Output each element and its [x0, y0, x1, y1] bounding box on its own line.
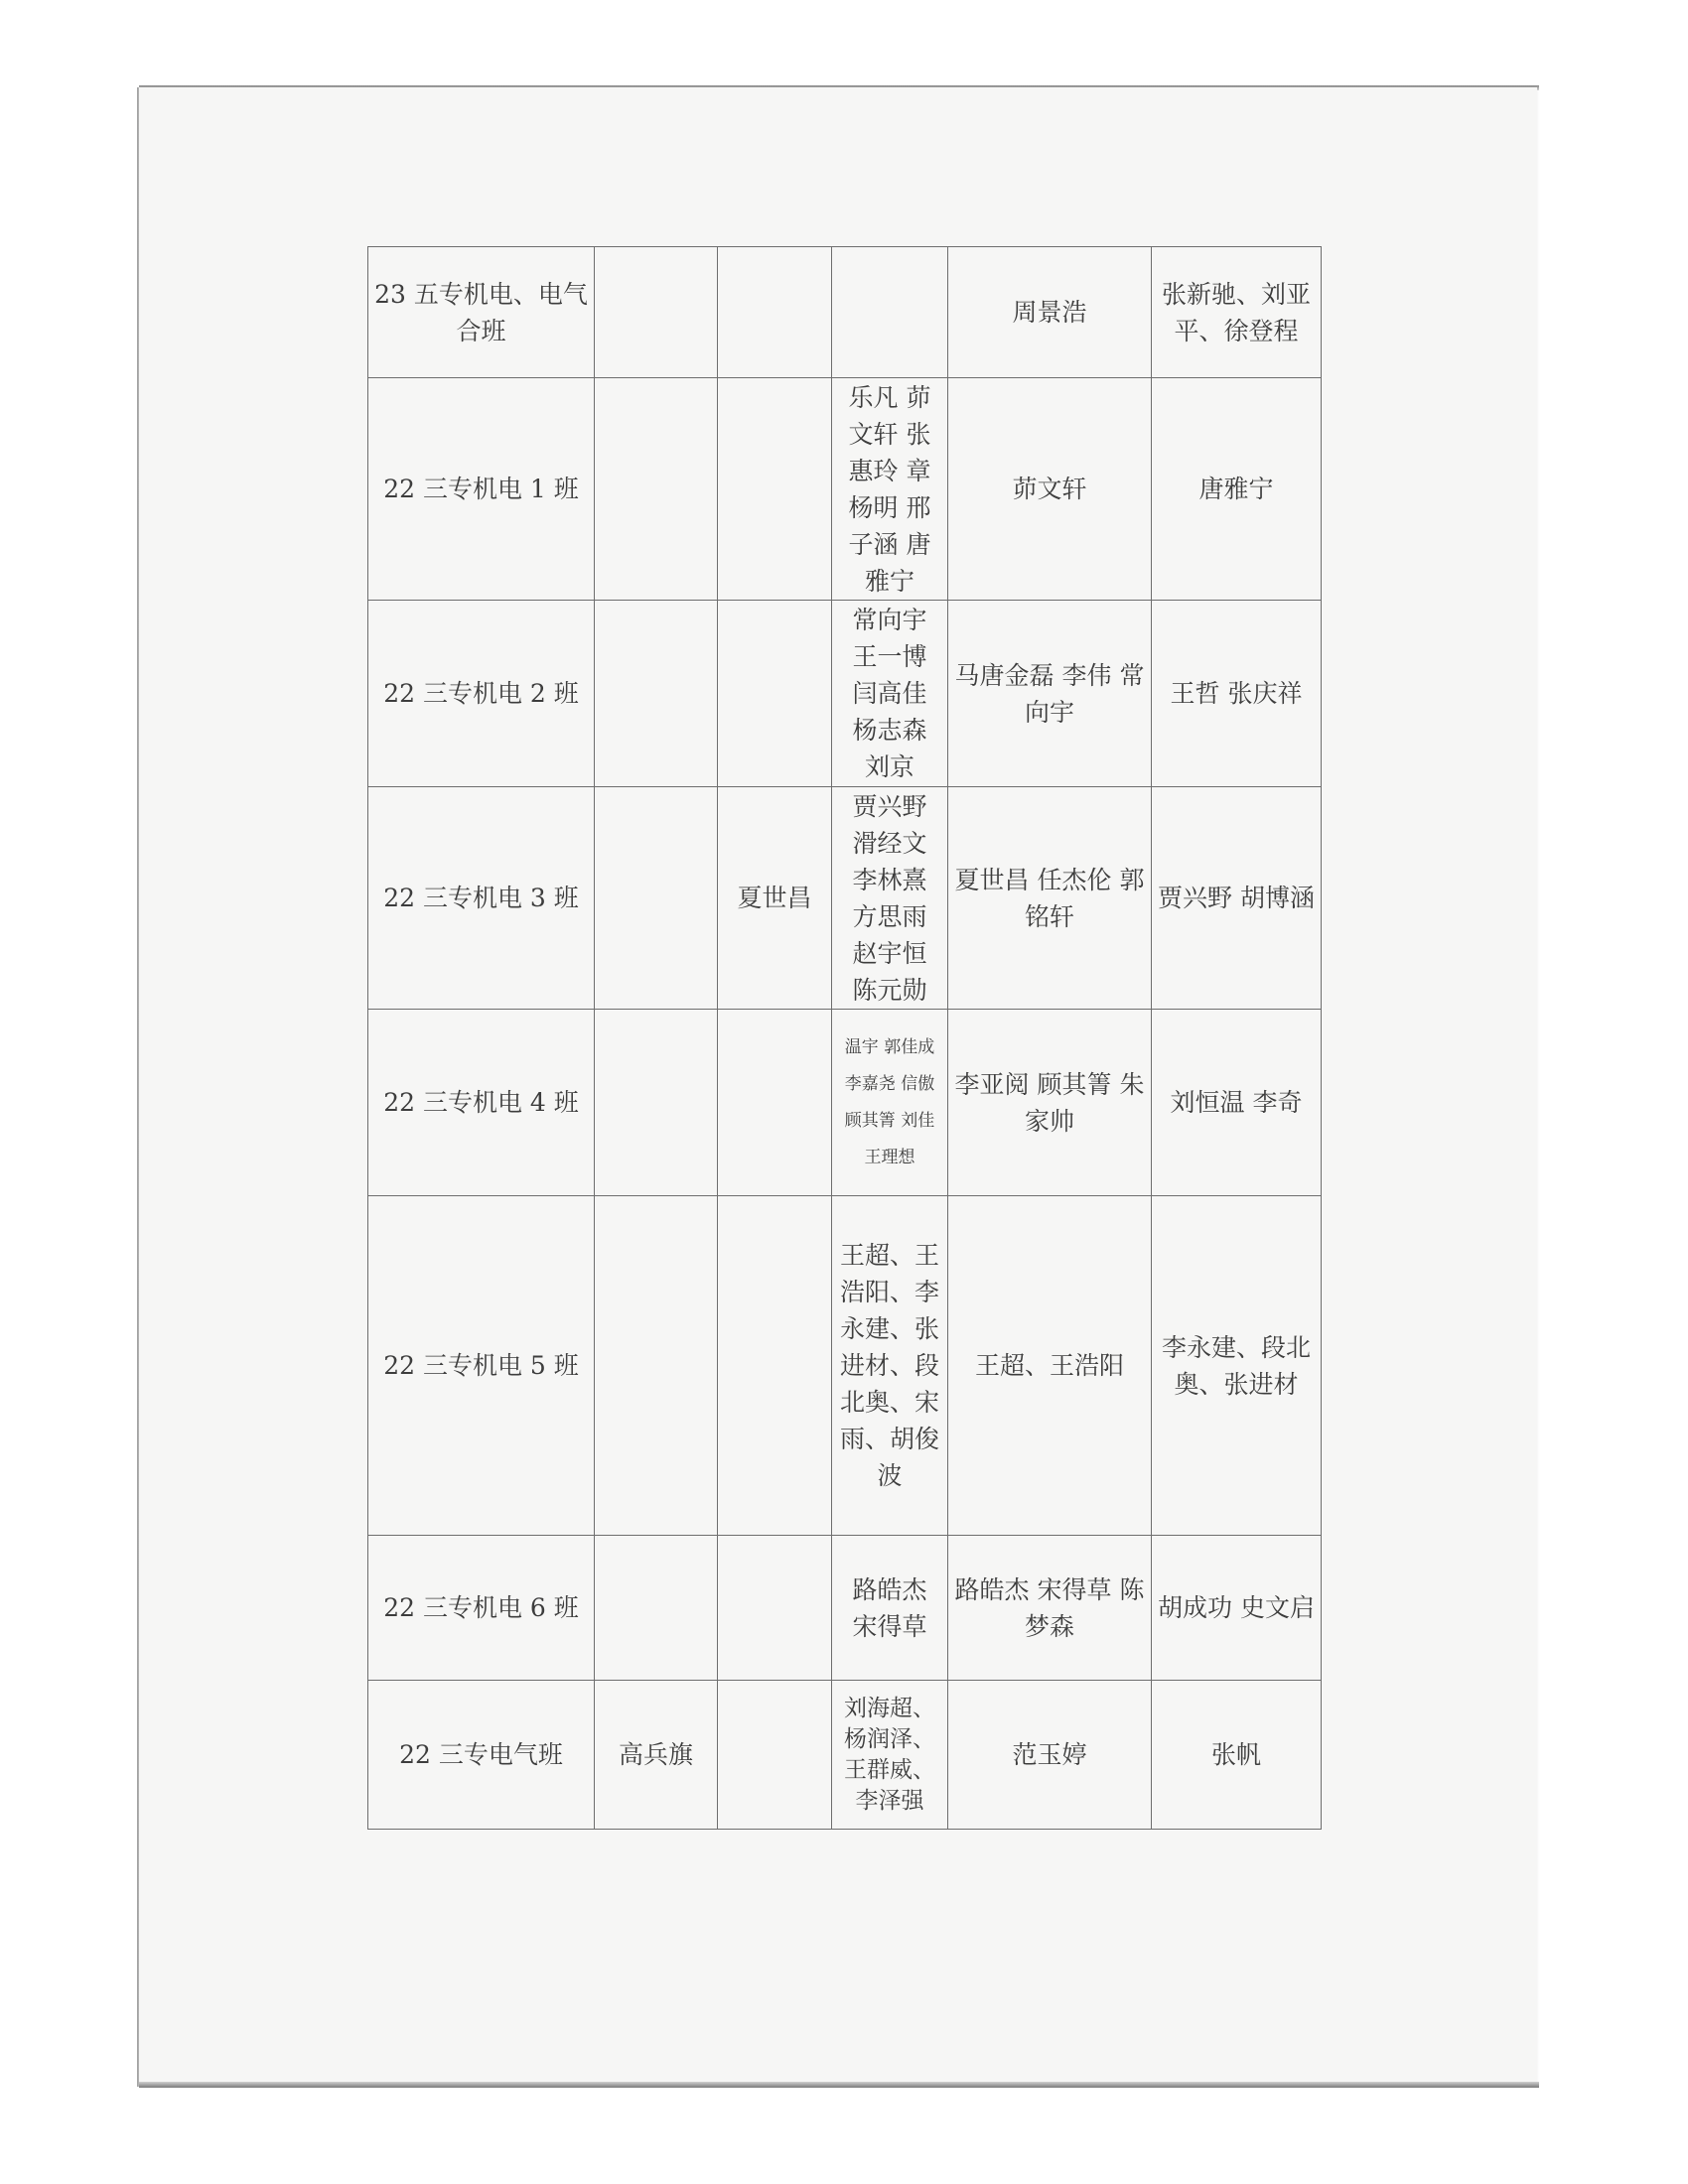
table-cell	[595, 247, 718, 378]
class-name-cell: 23 五专机电、电气合班	[368, 247, 595, 378]
table-cell: 夏世昌 任杰伦 郭铭轩	[948, 787, 1152, 1010]
table-row	[368, 601, 1322, 787]
table-cell: 茆文轩	[948, 378, 1152, 601]
name-list-cell: 刘海超、杨润泽、王群威、李泽强	[832, 1681, 948, 1830]
table-cell	[718, 1010, 832, 1196]
name-list-cell: 乐凡 茆文轩 张惠玲 章杨明 邢子涵 唐雅宁	[832, 378, 948, 601]
table-row	[368, 787, 1322, 1010]
table-row	[368, 378, 1322, 601]
name-list-cell: 王超、王浩阳、李永建、张进材、段北奥、宋雨、胡俊波	[832, 1196, 948, 1536]
table-cell	[595, 1010, 718, 1196]
table-row	[368, 247, 1322, 378]
name-list-cell	[832, 247, 948, 378]
table-cell: 贾兴野 胡博涵	[1152, 787, 1322, 1010]
table-row	[368, 1010, 1322, 1196]
class-name-cell: 22 三专机电 5 班	[368, 1196, 595, 1536]
table-cell: 路皓杰 宋得草 陈梦森	[948, 1536, 1152, 1681]
name-list-cell: 路皓杰 宋得草	[832, 1536, 948, 1681]
paper-bottom-edge	[139, 2082, 1539, 2088]
table-cell: 马唐金磊 李伟 常向宇	[948, 601, 1152, 787]
class-roster-table	[367, 246, 1322, 1830]
name-list-cell: 常向宇 王一博 闫高佳 杨志森 刘京	[832, 601, 948, 787]
class-name-cell: 22 三专机电 2 班	[368, 601, 595, 787]
table-cell: 张帆	[1152, 1681, 1322, 1830]
table-cell	[718, 1196, 832, 1536]
table-row	[368, 1536, 1322, 1681]
table-cell	[595, 601, 718, 787]
name-list-cell: 贾兴野 滑经文 李林熹 方思雨 赵宇恒 陈元勋	[832, 787, 948, 1010]
table-cell: 周景浩	[948, 247, 1152, 378]
table-cell: 唐雅宁	[1152, 378, 1322, 601]
table-cell	[718, 247, 832, 378]
class-name-cell: 22 三专机电 3 班	[368, 787, 595, 1010]
table-cell: 夏世昌	[718, 787, 832, 1010]
class-name-cell: 22 三专机电 1 班	[368, 378, 595, 601]
class-name-cell: 22 三专电气班	[368, 1681, 595, 1830]
table-cell	[595, 787, 718, 1010]
name-list-cell: 温宇 郭佳成 李嘉尧 信傲 顾其箐 刘佳 王理想	[832, 1010, 948, 1196]
table-cell: 李亚阅 顾其箐 朱家帅	[948, 1010, 1152, 1196]
table-cell: 王超、王浩阳	[948, 1196, 1152, 1536]
table-row	[368, 1196, 1322, 1536]
table-cell: 刘恒温 李奇	[1152, 1010, 1322, 1196]
table-row	[368, 1681, 1322, 1830]
table-cell: 胡成功 史文启	[1152, 1536, 1322, 1681]
class-name-cell: 22 三专机电 4 班	[368, 1010, 595, 1196]
table-cell: 李永建、段北奥、张进材	[1152, 1196, 1322, 1536]
table-cell: 张新驰、刘亚平、徐登程	[1152, 247, 1322, 378]
table-cell: 范玉婷	[948, 1681, 1152, 1830]
table-cell: 高兵旗	[595, 1681, 718, 1830]
class-name-cell: 22 三专机电 6 班	[368, 1536, 595, 1681]
table-cell	[718, 378, 832, 601]
table-cell	[595, 378, 718, 601]
table-cell	[595, 1196, 718, 1536]
table-cell	[718, 601, 832, 787]
table-cell	[595, 1536, 718, 1681]
table-cell	[718, 1681, 832, 1830]
table-cell: 王哲 张庆祥	[1152, 601, 1322, 787]
table-cell	[718, 1536, 832, 1681]
